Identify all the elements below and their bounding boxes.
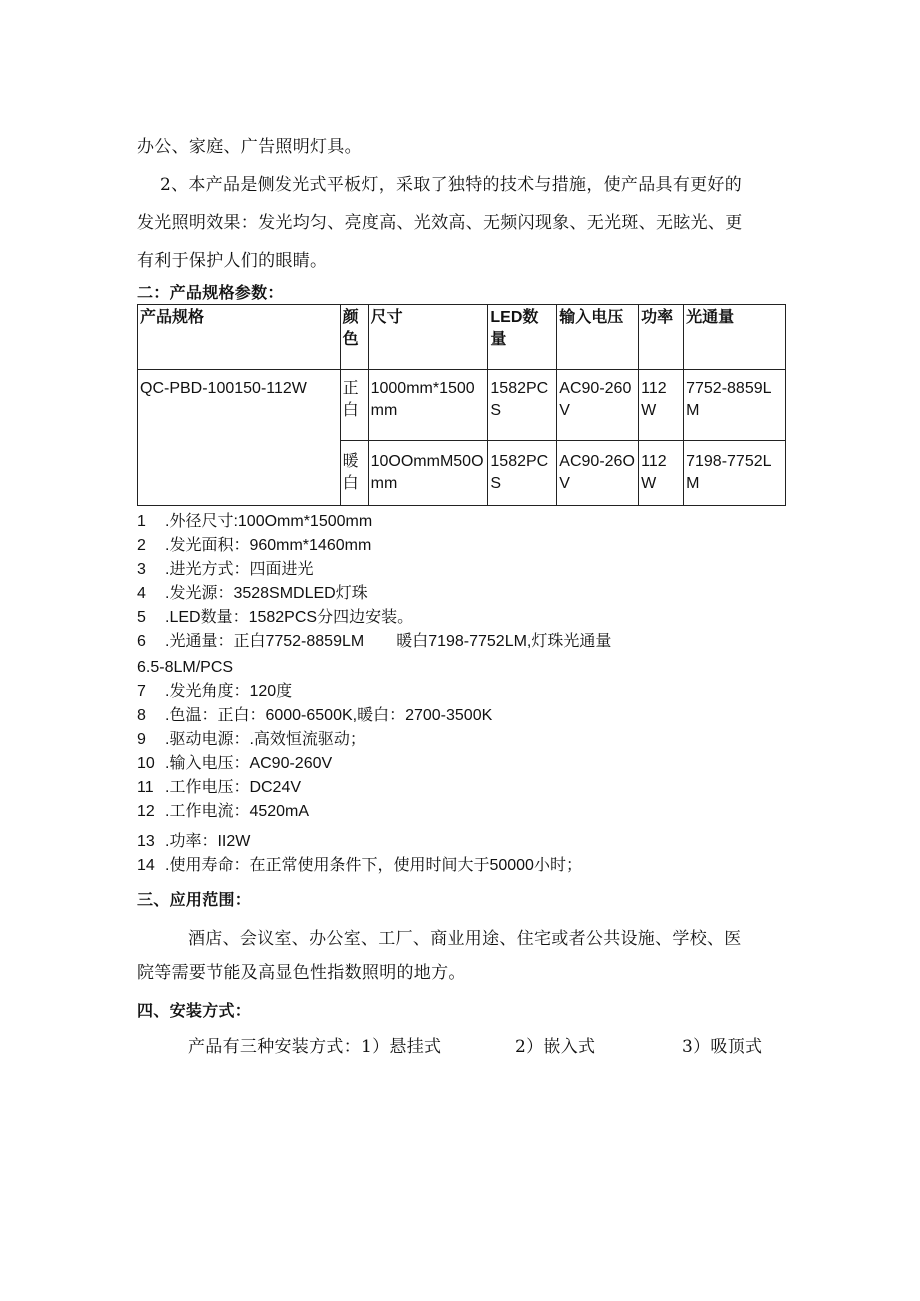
paragraph-2-line-3: 有利于保护人们的眼睛。: [137, 251, 328, 271]
table-cell: AC90-260V: [557, 370, 639, 441]
table-cell: AC90-26OV: [557, 441, 639, 506]
header-cell: 功率: [639, 305, 684, 370]
spec-table: [137, 304, 786, 506]
section-3-heading: 三、应用范围：: [137, 890, 252, 909]
header-cell: LED数量: [488, 305, 557, 370]
header-cell: 光通量: [684, 305, 786, 370]
intro-line: 办公、家庭、广告照明灯具。: [137, 137, 362, 157]
spec-item: 9 .驱动电源：.高效恒流驱动；: [137, 731, 366, 748]
table-cell: 1582PCS: [488, 370, 557, 441]
spec-item: 14 .使用寿命：在正常使用条件下，使用时间大于50000小时；: [137, 857, 582, 874]
model-cell: QC-PBD-100150-112W: [138, 370, 341, 506]
paragraph-2-line-1: 2、本产品是侧发光式平板灯，采取了独特的技术与措施，使产品具有更好的: [160, 175, 743, 195]
spec-item: 11 .工作电压：DC24V: [137, 779, 302, 796]
spec-item: 5 .LED数量：1582PCS分四边安装。: [137, 609, 414, 626]
section-2-heading: 二：产品规格参数：: [137, 283, 284, 302]
section-4-heading: 四、安装方式：: [137, 1001, 252, 1020]
header-cell: 尺寸: [368, 305, 488, 370]
spec-item: 2 .发光面积：960mm*1460mm: [137, 537, 372, 554]
spec-item: 8 .色温：正白：6000-6500K,暖白：2700-3500K: [137, 707, 493, 724]
section-3-line-2: 院等需要节能及高显色性指数照明的地方。: [137, 963, 466, 983]
spec-item: 12 .工作电流：4520mA: [137, 803, 310, 820]
spec-item: 13 .功率：II2W: [137, 833, 251, 850]
spec-item: 4 .发光源：3528SMDLED灯珠: [137, 585, 368, 602]
table-cell: 7752-8859LM: [684, 370, 786, 441]
install-methods-lead: 产品有三种安装方式：1）悬挂式: [188, 1037, 442, 1057]
table-cell: 112W: [639, 370, 684, 441]
table-cell: 1000mm*1500mm: [368, 370, 488, 441]
install-method-2: 2）嵌入式: [515, 1037, 596, 1057]
table-cell: 1582PCS: [488, 441, 557, 506]
section-3-line-1: 酒店、会议室、办公室、工厂、商业用途、住宅或者公共设施、学校、医: [188, 929, 742, 949]
header-cell: 颜色: [340, 305, 368, 370]
spec-item: 1 .外径尺寸:100Omm*1500mm: [137, 513, 373, 530]
spec-item: 7 .发光角度：120度: [137, 683, 293, 700]
table-cell: 暖白: [340, 441, 368, 506]
paragraph-2-line-2: 发光照明效果：发光均匀、亮度高、光效高、无频闪现象、无光斑、无眩光、更: [137, 213, 743, 233]
spec-item: 3 .进光方式：四面进光: [137, 561, 314, 578]
spec-item: 10 .输入电压：AC90-260V: [137, 755, 333, 772]
header-cell: 产品规格: [138, 305, 341, 370]
table-cell: 7198-7752LM: [684, 441, 786, 506]
table-header-row: [138, 305, 786, 370]
spec-item: 6 .光通量：正白7752-8859LM 暖白7198-7752LM,灯珠光通量: [137, 633, 612, 650]
install-method-3: 3）吸顶式: [682, 1037, 763, 1057]
spec-item-continued: 6.5-8LM/PCS: [137, 659, 234, 676]
table-cell: 正白: [340, 370, 368, 441]
table-cell: 112W: [639, 441, 684, 506]
header-cell: 输入电压: [557, 305, 639, 370]
table-row: [138, 370, 786, 441]
table-cell: 10OOmmM50Omm: [368, 441, 488, 506]
